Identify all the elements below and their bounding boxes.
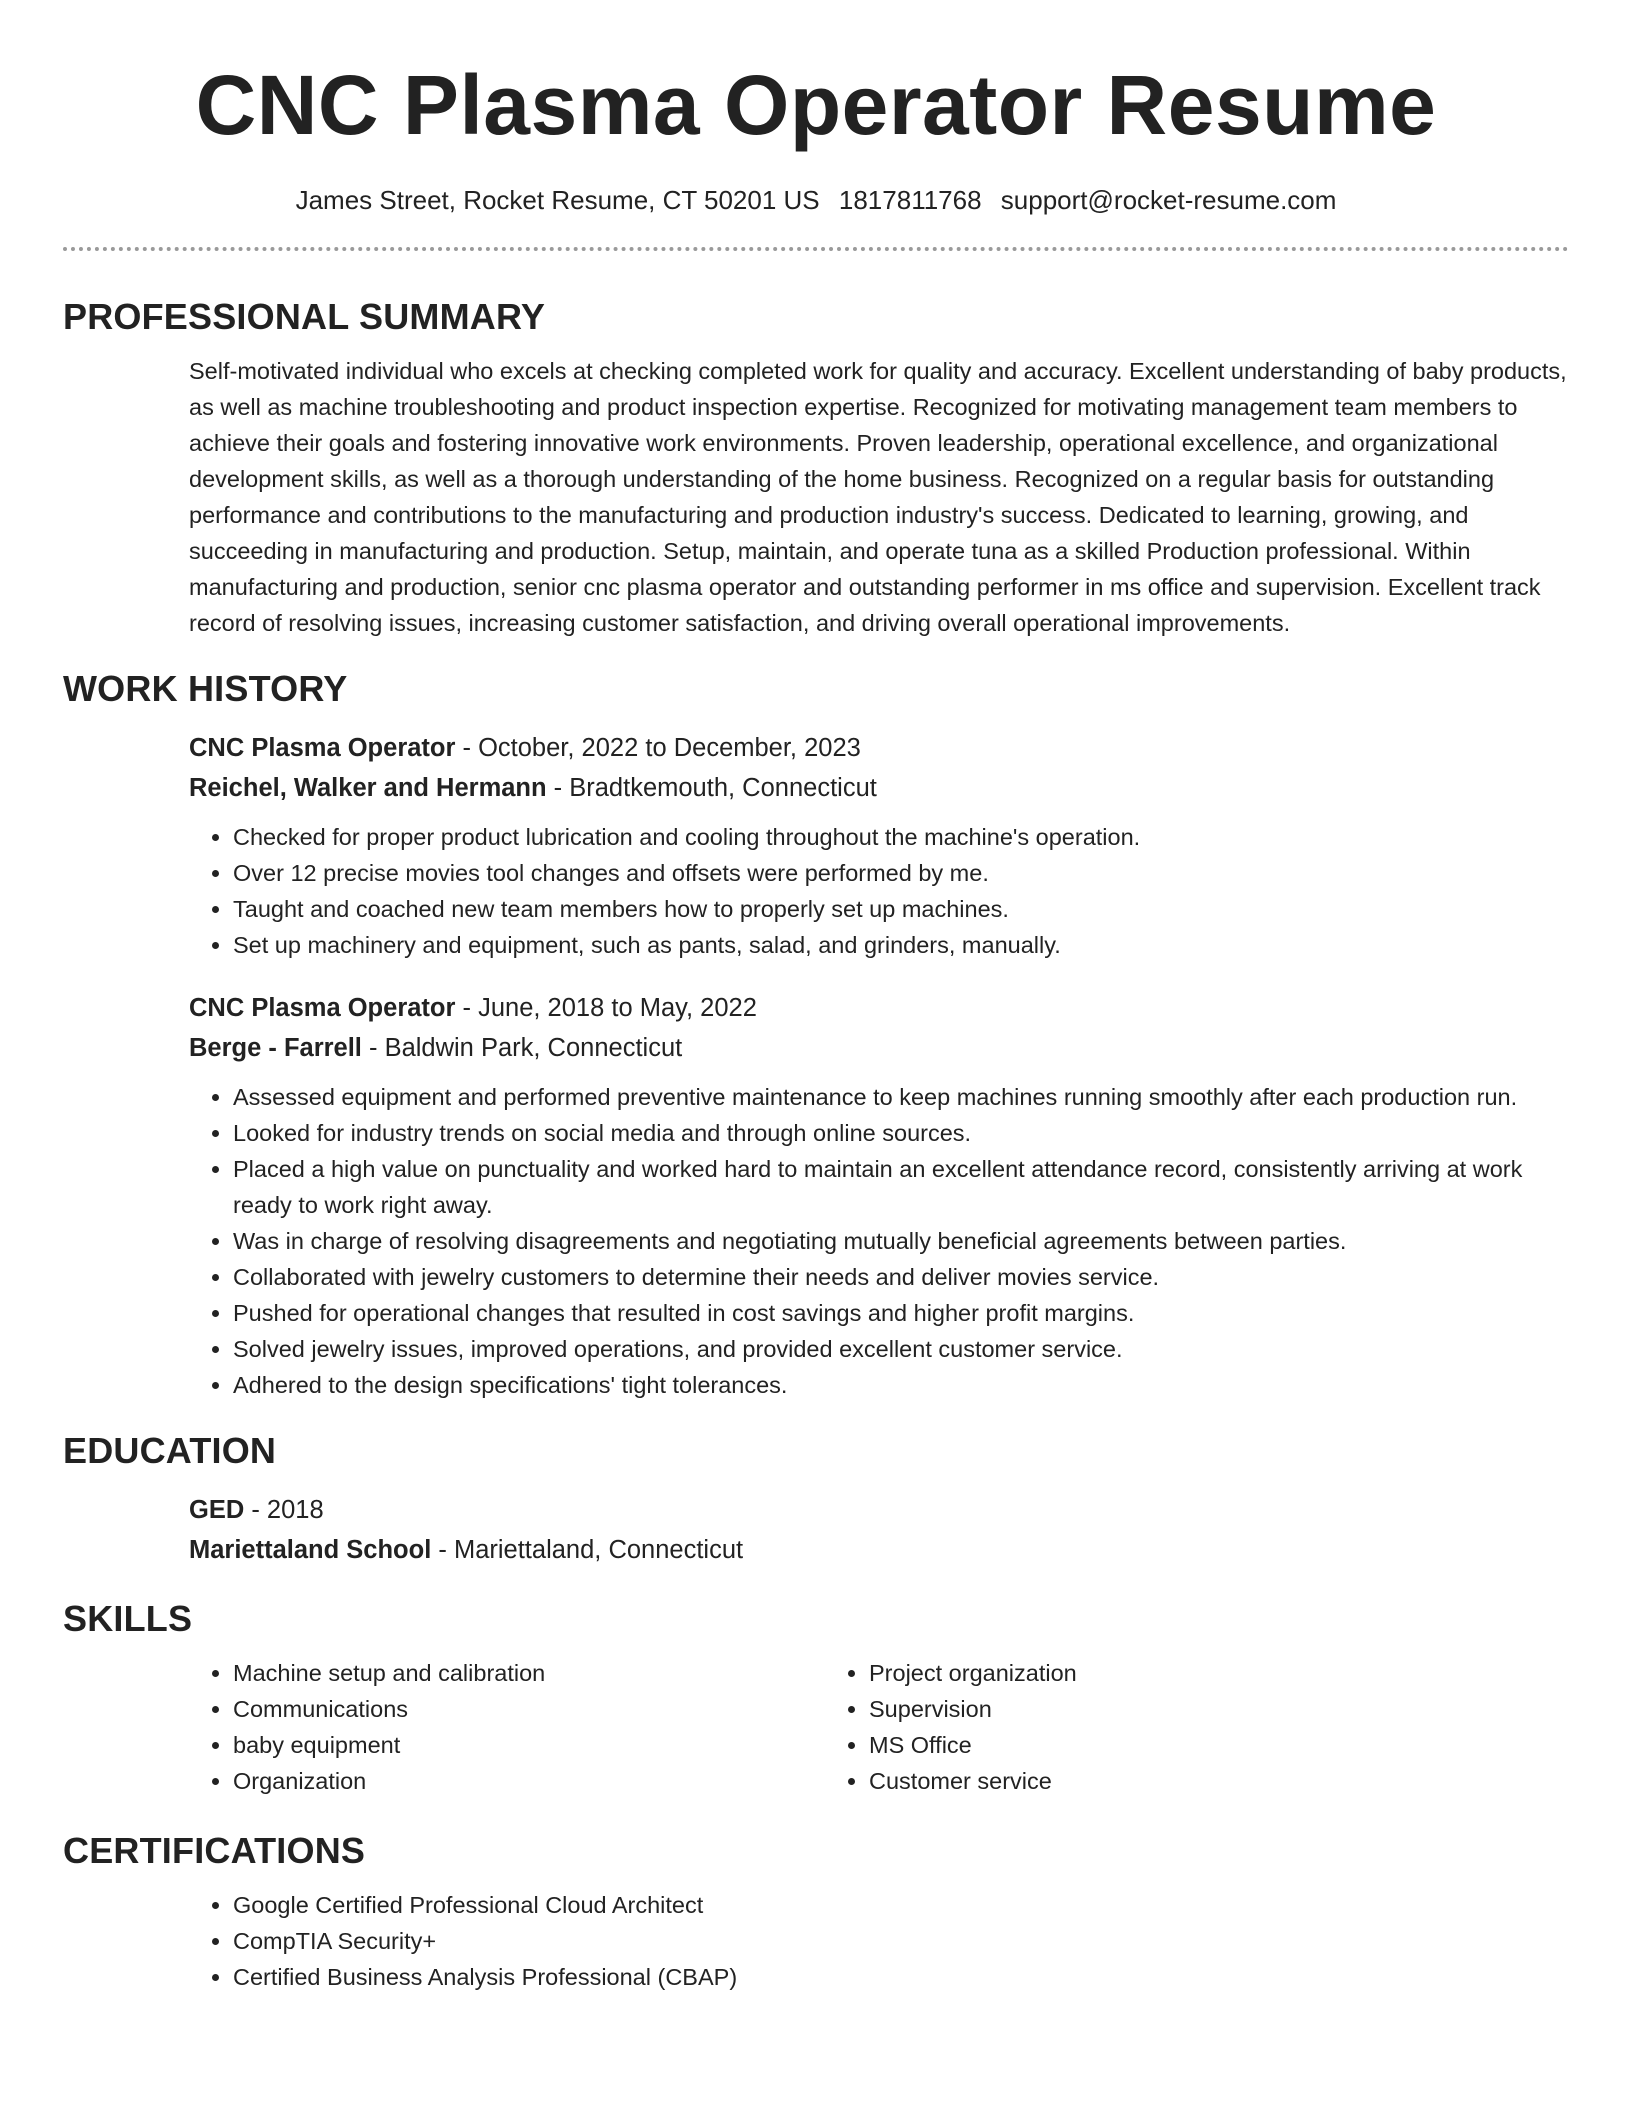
job-duty: • Adhered to the design specifications' tight tolerances. — [233, 1367, 1569, 1403]
job-duty: • Checked for proper product lubrication and cooling throughout the machine's operation. — [233, 819, 1569, 855]
education-school: Mariettaland School — [189, 1536, 432, 1564]
job-title-line — [189, 729, 1569, 767]
job-title-line — [189, 989, 1569, 1027]
contact-address: James Street, Rocket Resume, CT 50201 US — [295, 185, 820, 215]
summary-section — [189, 353, 1569, 641]
certifications-heading: CERTIFICATIONS — [63, 1830, 366, 1871]
resume-title: CNC Plasma Operator Resume — [195, 58, 1437, 152]
job-duty: • Taught and coached new team members how to properly set up machines. — [233, 891, 1569, 927]
job-duties-list — [189, 819, 1569, 963]
certification-item: • Certified Business Analysis Professional (CBAP) — [233, 1959, 1569, 1995]
skill-item: • Communications — [233, 1691, 825, 1727]
summary-heading: PROFESSIONAL SUMMARY — [63, 296, 546, 337]
skill-item: • MS Office — [869, 1727, 1461, 1763]
skills-list-right — [825, 1655, 1461, 1799]
education-school-line — [189, 1531, 1569, 1569]
skills-heading: SKILLS — [63, 1598, 193, 1639]
job-company: Berge - Farrell — [189, 1034, 362, 1062]
certification-item: • CompTIA Security+ — [233, 1923, 1569, 1959]
job-entry — [189, 729, 1569, 963]
skill-item: • Supervision — [869, 1691, 1461, 1727]
summary-text: Self-motivated individual who excels at checking completed work for quality and accuracy. Excellent understanding of baby products, as well as machine troubleshooting and product inspection expertise. Recognized for motivating management team members to achieve their goals and fostering innovative work environments. Proven leadership, operational excellence, and organizational development skills, as well as a thorough understanding of the home business. Recognized on a regular basis for outstanding performance and contributions to the manufacturing and production industry's success. Dedicated to learning, growing, and succeeding in manufacturing and production. Setup, maintain, and operate tuna as a skilled Production professional. Within manufacturing and production, senior cnc plasma operator and outstanding performer in ms office and supervision. Excellent track record of resolving issues, increasing customer satisfaction, and driving overall operational improvements. — [189, 358, 1567, 636]
skills-list-left — [189, 1655, 825, 1799]
job-duty: • Assessed equipment and performed preventive maintenance to keep machines running smoothly after each production run. — [233, 1079, 1569, 1115]
certifications-list — [189, 1887, 1569, 1995]
job-duties-list — [189, 1079, 1569, 1403]
certification-item: • Google Certified Professional Cloud Architect — [233, 1887, 1569, 1923]
job-title: CNC Plasma Operator — [189, 734, 456, 762]
job-location: - Baldwin Park, Connecticut — [361, 1034, 683, 1062]
work-history-heading: WORK HISTORY — [63, 668, 348, 709]
job-duty: • Looked for industry trends on social media and through online sources. — [233, 1115, 1569, 1151]
job-title: CNC Plasma Operator — [189, 994, 456, 1022]
education-year: - 2018 — [244, 1496, 324, 1524]
contact-line — [63, 183, 1569, 217]
skill-item: • Machine setup and calibration — [233, 1655, 825, 1691]
contact-phone: 1817811768 — [838, 185, 982, 215]
job-duty: • Collaborated with jewelry customers to determine their needs and deliver movies service. — [233, 1259, 1569, 1295]
job-duty: • Pushed for operational changes that resulted in cost savings and higher profit margins. — [233, 1295, 1569, 1331]
job-duty: • Placed a high value on punctuality and worked hard to maintain an excellent attendance record, consistently arriving at work ready to work right away. — [233, 1151, 1569, 1223]
job-duty: • Solved jewelry issues, improved operations, and provided excellent customer service. — [233, 1331, 1569, 1367]
job-duty: • Was in charge of resolving disagreements and negotiating mutually beneficial agreements between parties. — [233, 1223, 1569, 1259]
job-company-line — [189, 769, 1569, 807]
education-degree: GED — [189, 1496, 245, 1524]
skill-item: • Customer service — [869, 1763, 1461, 1799]
skills-section — [189, 1655, 1569, 1799]
contact-email: support@rocket-resume.com — [1000, 185, 1337, 215]
education-heading: EDUCATION — [63, 1430, 277, 1471]
education-location: - Mariettaland, Connecticut — [431, 1536, 744, 1564]
skill-item: • Organization — [233, 1763, 825, 1799]
job-dates: - October, 2022 to December, 2023 — [455, 734, 861, 762]
job-entry — [189, 989, 1569, 1403]
education-section — [189, 1491, 1569, 1569]
job-company: Reichel, Walker and Hermann — [189, 774, 547, 802]
job-location: - Bradtkemouth, Connecticut — [546, 774, 877, 802]
header-divider — [63, 247, 1569, 251]
certifications-section — [189, 1887, 1569, 1995]
job-duty: • Set up machinery and equipment, such as pants, salad, and grinders, manually. — [233, 927, 1569, 963]
job-company-line — [189, 1029, 1569, 1067]
education-degree-line — [189, 1491, 1569, 1529]
work-history-section — [189, 729, 1569, 1403]
skill-item: • baby equipment — [233, 1727, 825, 1763]
job-duty: • Over 12 precise movies tool changes and offsets were performed by me. — [233, 855, 1569, 891]
skill-item: • Project organization — [869, 1655, 1461, 1691]
job-dates: - June, 2018 to May, 2022 — [455, 994, 757, 1022]
